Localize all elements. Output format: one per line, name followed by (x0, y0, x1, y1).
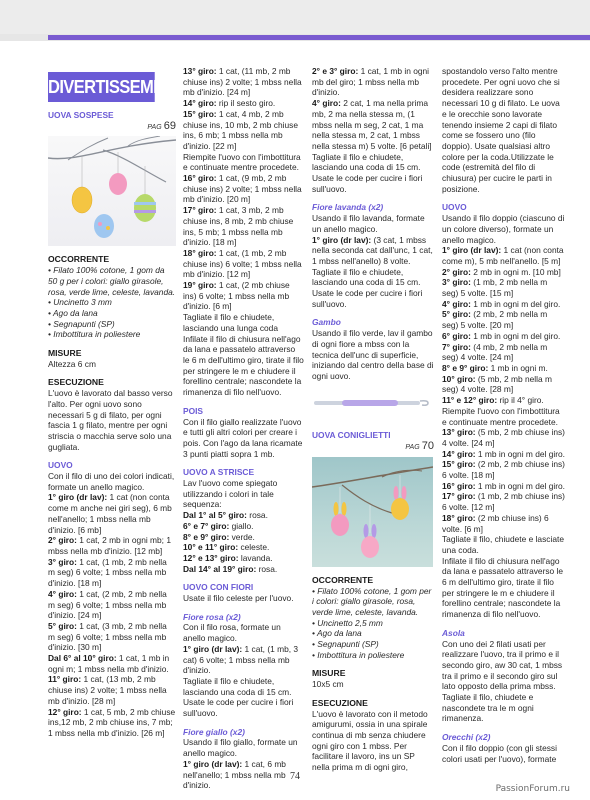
misure-heading: MISURE (48, 348, 82, 359)
pattern-row (312, 98, 434, 152)
pattern-row (442, 245, 565, 266)
intro-text: spostandolo verso l'alto mentre procedete. Per ogni uovo che si desidera realizzare sono necessari 10 g di filato. Le uova e le orecchie sono lavorate tenendo insieme 2 capi di filato come se fossero uno (filo doppio). Usate qualsiasi altro colore per la coda.Utilizzate le code (estremità del filo di chiusura) per cucire le parti in posizione. (442, 66, 560, 194)
pattern-row (48, 707, 176, 739)
pattern-row (183, 98, 304, 109)
material-item: • Segnapunti (SP) (48, 318, 115, 329)
pattern-row (183, 644, 304, 676)
row-text: (4 mb, 2 mb nella m seg) 4 volte. [24 m] (442, 341, 548, 363)
row-text: 1 cat, 4 mb, 2 mb chiuse ins, 10 mb, 2 mb chiuse ins, 6 mb; 1 mbss nella mb d'inizio. [22 m] (183, 108, 298, 151)
uovo-heading: UOVO (442, 202, 467, 213)
pattern-row (442, 406, 565, 427)
pattern-row (183, 280, 304, 312)
row-label: 2° e 3° giro: (312, 66, 359, 76)
row-label: 6° giro: (442, 330, 471, 341)
pattern-row (442, 277, 565, 298)
row-label: 17° giro: (183, 205, 217, 216)
row-text: (3 cat, 1 mbss nella seconda cat dall'unc, 1 cat, 1 mbss nell'anello) 8 volte. (312, 234, 433, 266)
finish-text: Tagliate il filo e chiudete, lasciando una coda di 15 cm. Usate le code per cucire i fiori sull'uovo. (312, 151, 423, 194)
row-text: 1 cat, (2 mb, 2 mb nella m seg) 6 volte; 1 mbss nella mb d'inizio. [24 m] (48, 588, 167, 621)
pattern-row (183, 173, 304, 205)
row-text: (1 mb, 2 mb nella m seg) 5 volte. [15 m] (442, 277, 548, 299)
row-text: (1 mb, 2 mb chiuse ins) 6 volte. [12 m] (442, 491, 565, 513)
row-text: rip il sesto giro. (216, 98, 276, 109)
pattern-row (442, 449, 565, 460)
pois-text: Con il filo giallo realizzate l'uovo e tutti gli altri colori per creare i pois. Con l'ago da lana ricamate 3 punti piatti sopra 1 mb. (183, 416, 303, 459)
row-label: 11° e 12° giro: (442, 395, 498, 406)
orecchi-heading: Orecchi (x2) (442, 732, 491, 743)
column-4 (442, 66, 565, 764)
row-label: 8° e 9° giro: (442, 362, 489, 373)
fiore-lavanda-intro: Usando il filo lavanda, formate un anello magico. (312, 213, 425, 234)
esecuzione-text: L'uovo è lavorato dal basso verso l'alto. Per ogni uovo sono necessari 5 g di filato, per ogni fascia 1 g filato, mentre per ogni striscia o macchia serve solo una gugliata. (48, 388, 173, 452)
page-reference-text: 70 (421, 440, 434, 453)
material-item: • Filato 100% cotone, 1 gom da 50 g per i colori: giallo girasole, rosa, verde lime, celeste, lavanda. (48, 265, 176, 297)
material-item: • Uncinetto 2,5 mm (312, 617, 383, 628)
row-label: 8° e 9° giro: (183, 531, 230, 542)
row-text: 1 cat, 5 mb, 2 mb chiuse ins,12 mb, 2 mb chiuse ins, 7 mb; 1 mbss nella mb d'inizio. [26 m] (48, 706, 176, 738)
pattern-row (48, 621, 176, 653)
pattern-row (183, 109, 304, 152)
row-text: (5 mb, 2 mb chiuse ins) 4 volte. [24 m] (442, 427, 565, 448)
row-label: 12° e 13° giro: (183, 552, 239, 563)
row-text: (2 mb chiuse ins) 6 volte. [6 m] (442, 512, 549, 534)
material-item: • Ago da lana (312, 628, 362, 639)
row-text: 1 cat, (11 mb, 2 mb chiuse ins) 2 volte; 1 mbss nella mb d'inizio. [24 m] (183, 66, 302, 98)
row-text: 1 cat, (9 mb, 2 mb chiuse ins) 2 volte; 1 mbss nella mb d'inizio. [20 m] (183, 173, 302, 205)
row-text: 1 cat, 1 mb in ogni mb del giro; 1 mbss nella mb d'inizio. (312, 66, 430, 98)
row-label: 11° giro: (48, 674, 82, 685)
row-text: 1 cat, (13 mb, 2 mb chiuse ins) 2 volte; 1 mbss nella mb d'inizio. [28 m] (48, 674, 167, 706)
row-label: 5° giro: (442, 309, 471, 320)
row-text: 1 cat, (2 mb chiuse ins) 6 volte; 1 mbss nella mb d'inizio. [6 m] (183, 280, 290, 312)
fiore-lavanda-finish: Tagliate il filo e chiudete, lasciando una coda di 15 cm. Usate le code per cucire i fiori sull'uovo. (312, 266, 423, 309)
row-label: 2° giro: (48, 535, 77, 546)
fiore-rosa-finish: Tagliate il filo e chiudete, lasciando una coda di 15 cm. Usate le code per cucire i fiori sull'uovo. (183, 675, 294, 719)
material-item: • Filato 100% cotone, 1 gom per i colori: giallo girasole, rosa, verde lime, celeste, lavanda. (312, 585, 432, 617)
row-label: 16° giro: (183, 173, 217, 184)
column-1 (48, 66, 185, 739)
occorrente-heading: OCCORRENTE (48, 254, 110, 265)
material-item: • Ago da lana (48, 307, 98, 318)
row-text: rosa. (256, 563, 278, 574)
finish-text-2: Infilate il filo di chiusura nell'ago da lana e passatelo attraverso le 6 m dell'ultimo giro, tirate il filo per stringere le m e chiudere il forellino centrale; nascondete la rimanenza di filo nell'uovo. (442, 555, 564, 620)
gambo-text: Usando il filo verde, lav il gambo di ogni fiore a mbss con la tecnica dell'unc di superficie, iniziando dal centro della base di ogni uovo. (312, 328, 434, 381)
pattern-row (48, 557, 176, 589)
row-label: 1° giro (dr lav): (48, 492, 108, 503)
row-label: 2° giro: (442, 266, 471, 277)
pattern-row (183, 152, 304, 173)
row-label: 13° giro: (442, 427, 476, 438)
row-label: 14° giro: (183, 98, 217, 109)
page-reference (48, 121, 176, 134)
stripe-row (183, 542, 304, 553)
pattern-row (48, 535, 176, 556)
row-text: rosa. (246, 510, 268, 521)
pattern-row (312, 235, 434, 267)
row-label: 13° giro: (183, 66, 217, 76)
row-text: lavanda. (238, 552, 273, 563)
uovo-heading: UOVO (48, 460, 73, 471)
fiore-giallo-heading: Fiore giallo (x2) (183, 726, 245, 737)
section-banner: DIVERTISSEMENT (48, 72, 155, 102)
fiori-heading: UOVO CON FIORI (183, 582, 254, 593)
uovo-intro: Con il filo di uno dei colori indicati, formate un anello magico. (48, 471, 175, 492)
row-label: 1° giro (dr lav): (183, 758, 243, 769)
photo-bunny-eggs-illustration (312, 457, 433, 567)
misure-text: 10x5 cm (312, 679, 344, 690)
pattern-row (48, 589, 176, 621)
row-label: 1° giro (dr lav): (312, 234, 372, 245)
column-2 (183, 66, 304, 791)
row-label: 15° giro: (183, 108, 217, 119)
pattern-row (442, 481, 565, 492)
fiore-giallo-intro: Usando il filo giallo, formate un anello magico. (183, 737, 298, 759)
page-reference-text: PAG (405, 444, 420, 452)
pattern-row (442, 513, 565, 534)
pattern-row (183, 248, 304, 280)
occorrente-heading: OCCORRENTE (312, 574, 374, 585)
stripe-row (183, 510, 304, 521)
row-text: 1 cat (non conta come m anche nei giri seg), 6 mb nell'anello; 1 mbss nella mb d'inizio. [6 mb] (48, 492, 172, 535)
row-label: 7° giro: (442, 341, 471, 352)
stripe-row (183, 521, 304, 532)
row-label: Dal 1° al 5° giro: (183, 510, 247, 521)
stripe-row (183, 564, 304, 575)
esecuzione-heading: ESECUZIONE (48, 377, 104, 388)
pattern-row (442, 374, 565, 395)
pattern-row (48, 674, 176, 706)
fiori-text: Usate il filo celeste per l'uovo. (183, 593, 294, 604)
row-text: 1 cat, (1 mb, 2 mb nella m seg) 6 volte; 1 mbss nella mb d'inizio. [18 m] (48, 556, 167, 589)
pattern-row (442, 331, 565, 342)
finish-text: Tagliate il filo, chiudete e lasciate una coda. (442, 534, 564, 555)
fiore-rosa-intro: Con il filo rosa, formate un anello magico. (183, 622, 281, 644)
row-text: 1 mb in ogni m del giro. (470, 298, 561, 309)
row-text: 2 cat, 1 ma nella prima mb, 2 ma nella stessa m, (1 mbss nella m seg, 2 cat, 1 ma nella stessa m, 2 cat, 1 mbss nella stessa m) 5 volte. [6 petali] (312, 98, 432, 151)
uovo-intro: Usando il filo doppio (ciascuno di un colore diverso), formate un anello magico. (442, 213, 565, 245)
row-label: 6° e 7° giro: (183, 520, 230, 531)
misure-text: Altezza 6 cm (48, 358, 96, 369)
pattern-row (442, 491, 565, 512)
orecchi-text: Con il filo doppio (con gli stessi colori usati per l'uovo), formate (442, 742, 557, 764)
row-text: 1 mb in ogni m del giro. (475, 448, 565, 459)
column-3 (312, 66, 434, 773)
row-label: 3° giro: (442, 277, 471, 288)
pattern-row (183, 66, 304, 98)
row-text: verde. (229, 531, 255, 542)
strisce-intro: Lav l'uovo come spiegato utilizzando i colori in tale sequenza: (183, 478, 278, 510)
material-item: • Imbottitura in poliestere (48, 329, 141, 340)
row-text: rip il 4° giro. (497, 395, 544, 406)
row-label: Dal 14° al 19° giro: (183, 563, 257, 574)
row-label: 19° giro: (183, 280, 217, 291)
row-label: 5° giro: (48, 620, 77, 631)
row-text: 1 cat, (3 mb, 2 mb nella m seg) 6 volte; 1 mbss nella mb d'inizio. [30 m] (48, 620, 167, 653)
top-band (0, 0, 590, 34)
row-text: 1 cat, (1 mb, 3 cat) 6 volte; 1 mbss nella mb d'inizio. (183, 643, 299, 676)
row-label: 1° giro (dr lav): (442, 245, 502, 256)
page-reference-text: PAG (147, 123, 162, 131)
fiore-lavanda-heading: Fiore lavanda (x2) (312, 202, 384, 213)
page-reference (312, 441, 434, 454)
watermark: PassionForum.ru (495, 784, 570, 794)
material-item: • Uncinetto 3 mm (48, 297, 112, 308)
row-label: 18° giro: (183, 247, 217, 258)
pois-heading: POIS (183, 405, 204, 416)
material-item: • Segnapunti (SP) (312, 639, 379, 650)
pattern-row (442, 459, 565, 480)
strisce-heading: UOVO A STRISCE (183, 467, 255, 478)
row-text: 1 cat, 6 mb nell'anello; 1 mbss nella mb d'inizio. (183, 758, 286, 791)
misure-heading: MISURE (312, 668, 346, 679)
row-label: 16° giro: (442, 480, 476, 491)
section-title-uova-sospese: UOVA SOSPESE (48, 110, 114, 120)
pattern-row (442, 299, 565, 310)
row-label: 3° giro: (48, 556, 77, 567)
row-text: 1 mb in ogni m del giro. (475, 480, 565, 491)
finish-text: Tagliate il filo e chiudete, lasciando una lunga coda Infilate il filo di chiusura nell'ago da lana e passatelo attraverso le 6 m dell'ultimo giro, tirate il filo per stringere le m e chiudere il forellino centrale; nascondete la rimanenza di filo nell'uovo. (183, 312, 304, 398)
crochet-hook-image (312, 394, 432, 412)
row-text: (2 mb, 2 mb nella m seg) 5 volte. [20 m] (442, 309, 548, 331)
row-text: 1 cat (non conta come m), 5 mb nell'anello. [5 m] (442, 245, 564, 266)
stripe-row (183, 532, 304, 543)
row-label: 10° e 11° giro: (183, 542, 239, 553)
fiore-rosa-heading: Fiore rosa (x2) (183, 611, 241, 622)
row-text: Riempite l'uovo con l'imbottitura e continuate mentre procedete. (183, 151, 301, 173)
row-text: 1 mb in ogni m. (488, 362, 548, 373)
stripe-row (183, 553, 304, 564)
photo-hanging-eggs (48, 136, 176, 246)
row-label: 4° giro: (442, 298, 471, 309)
row-label: Dal 6° al 10° giro: (48, 653, 117, 664)
pattern-row (442, 342, 565, 363)
row-text: 1 mb in ogni m del giro. (470, 330, 561, 341)
pattern-row (183, 205, 304, 248)
row-label: 4° giro: (312, 98, 341, 109)
pattern-row (442, 363, 565, 374)
row-label: 12° giro: (48, 706, 82, 717)
asola-heading: Asola (442, 627, 465, 638)
pattern-row (442, 309, 565, 330)
row-text: 1 cat, 2 mb in ogni mb; 1 mbss nella mb d'inizio. [12 mb] (48, 535, 171, 556)
esecuzione-text: L'uovo è lavorato con il metodo amigurumi, ossia in una spirale continua di mb senza chiudere ogni giro con 1 mbss. Per facilitare il lavoro, ins un SP nella prima m di ogni giro, (312, 708, 428, 773)
material-item: • Imbottitura in poliestere (312, 649, 405, 660)
row-text: giallo. (229, 520, 254, 531)
row-text: (2 mb, 2 mb chiuse ins) 6 volte. [18 m] (442, 459, 565, 481)
pattern-row (312, 66, 434, 98)
pattern-row (48, 653, 176, 674)
row-text: Riempite l'uovo con l'imbottitura e continuate mentre procedete. (442, 405, 560, 427)
row-label: 15° giro: (442, 459, 476, 470)
row-text: celeste. (238, 542, 270, 553)
page-reference-text: 69 (163, 119, 176, 132)
row-text: 2 mb in ogni m. [10 mb] (470, 266, 561, 277)
pattern-row (442, 267, 565, 278)
row-text: 1 cat, (1 mb, 2 mb chiuse ins) 6 volte; 1 mbss nella mb d'inizio. [12 m] (183, 247, 302, 280)
photo-bunny-eggs (312, 457, 433, 567)
row-label: 17° giro: (442, 491, 476, 502)
page-number: 74 (290, 771, 300, 782)
photo-hanging-eggs-illustration (48, 136, 176, 246)
row-text: (5 mb, 2 mb nella m seg) 4 volte. [28 m] (442, 373, 552, 395)
row-label: 18° giro: (442, 512, 476, 523)
row-label: 4° giro: (48, 588, 77, 599)
top-stripe-accent (48, 35, 590, 40)
row-label: 10° giro: (442, 373, 476, 384)
row-text: 1 cat, 1 mb in ogni m; 1 mbss nella mb d'inizio. (48, 653, 170, 674)
pattern-row (442, 427, 565, 448)
pattern-row (442, 395, 565, 406)
row-label: 1° giro (dr lav): (183, 643, 243, 654)
pattern-row (48, 492, 176, 535)
section-title-uova-coniglietti: UOVA CONIGLIETTI (312, 430, 391, 441)
esecuzione-heading: ESECUZIONE (312, 697, 368, 708)
row-text: 1 cat, 3 mb, 2 mb chiuse ins, 8 mb, 2 mb chiuse ins, 5 mb; 1 mbss nella mb d'inizio. [18 m] (183, 205, 294, 248)
asola-text: Con uno dei 2 filati usati per realizzare l'uovo, tra il primo e il secondo giro, aw 30 cat, 1 mbss tra il primo e il secondo giro sul lato opposto della prima mbss. Tagliate il filo, chiudete e nascondete tra le m ogni rimanenza. (442, 638, 563, 724)
row-label: 14° giro: (442, 448, 476, 459)
gambo-heading: Gambo (312, 317, 341, 328)
